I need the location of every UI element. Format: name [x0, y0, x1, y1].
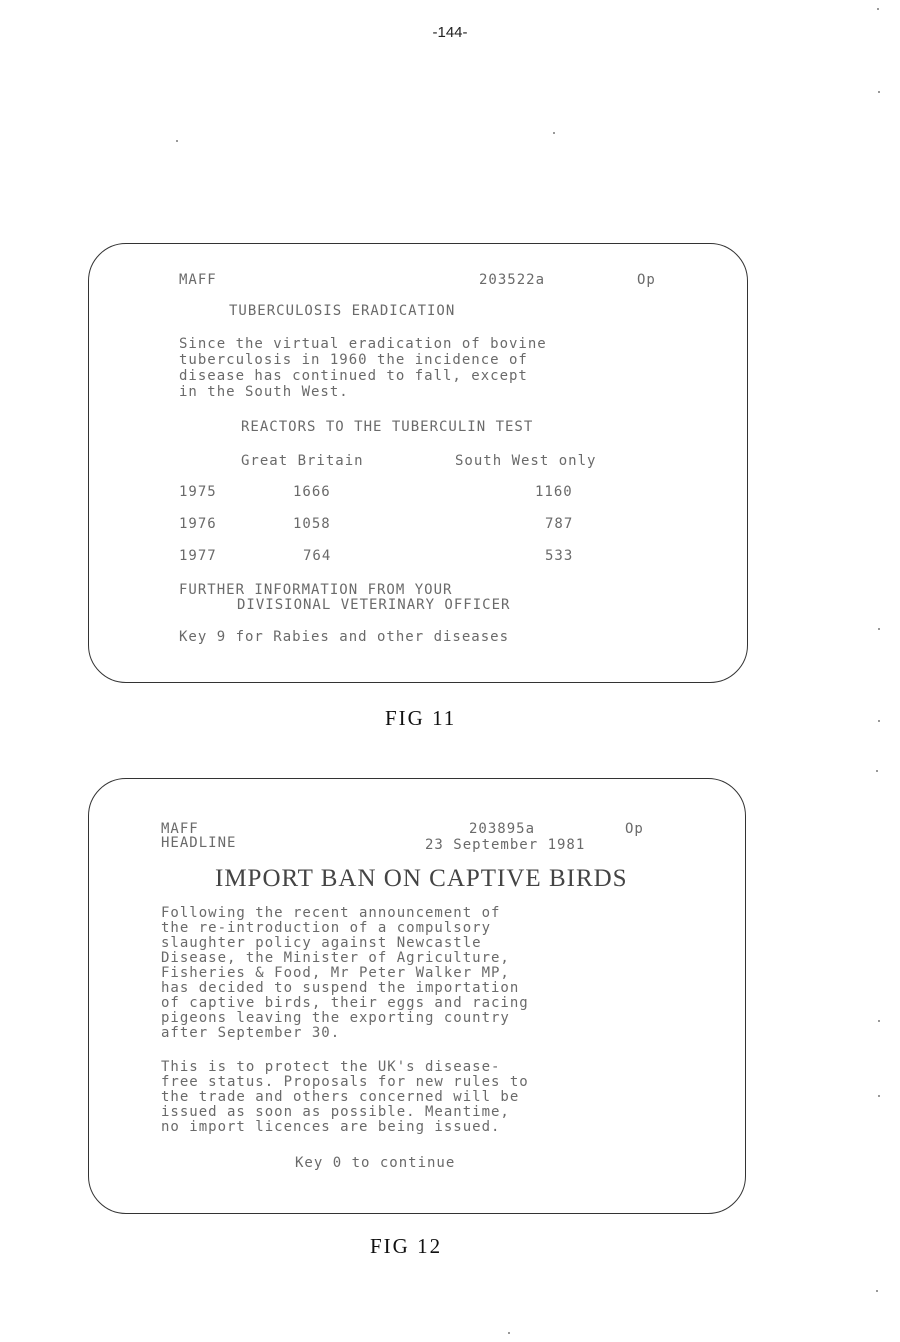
- table-cell-sw: 787: [545, 516, 574, 532]
- table-cell-gb: 764: [303, 548, 332, 564]
- para1-line: of captive birds, their eggs and racing: [161, 995, 529, 1011]
- figure-caption-11: FIG 11: [385, 706, 457, 730]
- intro-line-4: in the South West.: [179, 384, 349, 400]
- scan-speck: [876, 1290, 878, 1292]
- table-row-year: 1975: [179, 484, 217, 500]
- screen-title: IMPORT BAN ON CAPTIVE BIRDS: [215, 865, 628, 892]
- header-source: MAFF: [179, 272, 217, 288]
- table-title: REACTORS TO THE TUBERCULIN TEST: [241, 419, 534, 435]
- para2-line: no import licences are being issued.: [161, 1119, 501, 1135]
- para2-line: This is to protect the UK's disease-: [161, 1059, 501, 1075]
- para2-line: free status. Proposals for new rules to: [161, 1074, 529, 1090]
- footer-key-prompt: Key 9 for Rabies and other diseases: [179, 629, 510, 645]
- header-headline-label: HEADLINE: [161, 835, 237, 851]
- scan-speck: [877, 8, 879, 10]
- table-cell-sw: 1160: [535, 484, 573, 500]
- scan-speck: [553, 132, 555, 134]
- para2-line: the trade and others concerned will be: [161, 1089, 520, 1105]
- header-price: Op: [625, 821, 644, 837]
- table-row-year: 1977: [179, 548, 217, 564]
- header-page-number: 203895a: [469, 821, 536, 837]
- scan-speck: [876, 770, 878, 772]
- further-info-line-1: FURTHER INFORMATION FROM YOUR: [179, 582, 453, 598]
- footer-key-prompt: Key 0 to continue: [295, 1155, 456, 1171]
- scan-speck: [878, 720, 880, 722]
- further-info-line-2: DIVISIONAL VETERINARY OFFICER: [237, 597, 511, 613]
- table-cell-gb: 1058: [293, 516, 331, 532]
- scan-speck: [878, 91, 880, 93]
- table-cell-sw: 533: [545, 548, 574, 564]
- header-source: MAFF: [161, 821, 199, 837]
- screen-title: TUBERCULOSIS ERADICATION: [229, 303, 456, 319]
- para1-line: has decided to suspend the importation: [161, 980, 520, 996]
- para1-line: the re-introduction of a compulsory: [161, 920, 492, 936]
- para1-line: pigeons leaving the exporting country: [161, 1010, 510, 1026]
- table-row-year: 1976: [179, 516, 217, 532]
- teletext-screen-fig12: [88, 778, 746, 1214]
- table-cell-gb: 1666: [293, 484, 331, 500]
- header-page-number: 203522a: [479, 272, 546, 288]
- scan-speck: [176, 140, 178, 142]
- scan-speck: [508, 1332, 510, 1334]
- intro-line-3: disease has continued to fall, except: [179, 368, 528, 384]
- scan-speck: [878, 1095, 880, 1097]
- scan-speck: [878, 1020, 880, 1022]
- scan-speck: [878, 628, 880, 630]
- para1-line: Following the recent announcement of: [161, 905, 501, 921]
- header-date: 23 September 1981: [425, 837, 586, 853]
- page-number: -144-: [432, 24, 468, 41]
- para1-line: Fisheries & Food, Mr Peter Walker MP,: [161, 965, 510, 981]
- header-price: Op: [637, 272, 656, 288]
- intro-line-2: tuberculosis in 1960 the incidence of: [179, 352, 528, 368]
- para1-line: Disease, the Minister of Agriculture,: [161, 950, 510, 966]
- para1-line: slaughter policy against Newcastle: [161, 935, 482, 951]
- intro-line-1: Since the virtual eradication of bovine: [179, 336, 547, 352]
- column-header-great-britain: Great Britain: [241, 453, 364, 469]
- teletext-screen-fig11: [88, 243, 748, 683]
- para2-line: issued as soon as possible. Meantime,: [161, 1104, 510, 1120]
- para1-line: after September 30.: [161, 1025, 341, 1041]
- column-header-south-west: South West only: [455, 453, 597, 469]
- figure-caption-12: FIG 12: [370, 1234, 443, 1258]
